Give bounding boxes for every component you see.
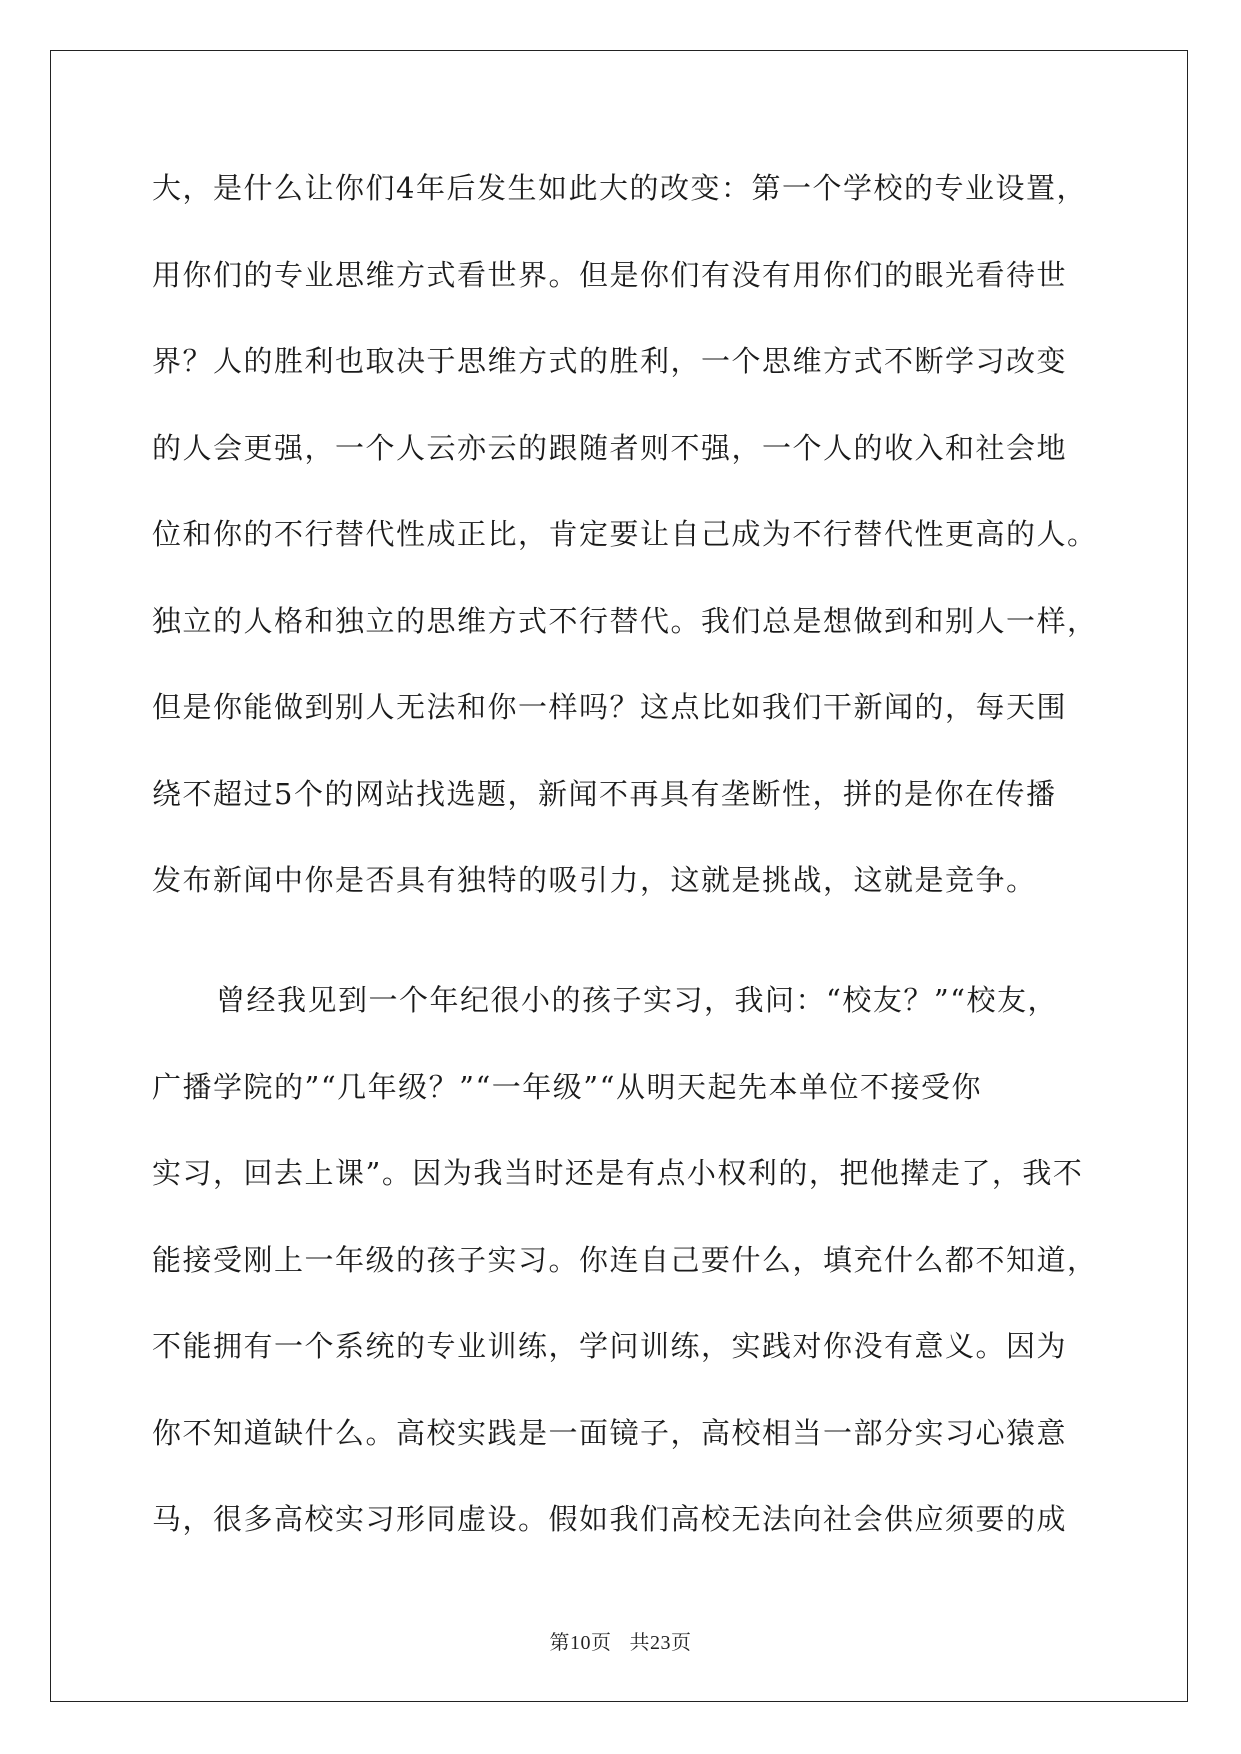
current-page-number: 10 (570, 1632, 591, 1654)
text-line: 能接受刚上一年级的孩子实习。你连自己要什么，填充什么都不知道， (152, 1242, 1098, 1277)
text-line: 绕不超过5个的网站找选题，新闻不再具有垄断性，拼的是你在传播 (152, 776, 1057, 811)
text-line: 大，是什么让你们4年后发生如此大的改变：第一个学校的专业设置， (152, 171, 1087, 205)
text-line: 但是你能做到别人无法和你一样吗？这点比如我们干新闻的，每天围 (152, 690, 1068, 724)
page-prefix: 第 (549, 1630, 570, 1654)
text-line: 曾经我见到一个年纪很小的孩子实习，我问：“校友？”“校友， (216, 983, 1058, 1017)
text-line: 实习，回去上课”。因为我当时还是有点小权利的，把他撵走了，我不 (152, 1156, 1084, 1190)
text-line: 位和你的不行替代性成正比，肯定要让自己成为不行替代性更高的人。 (152, 517, 1098, 551)
total-page-count: 23 (650, 1632, 671, 1654)
text-line: 发布新闻中你是否具有独特的吸引力，这就是挑战，这就是竞争。 (152, 863, 1037, 897)
page-suffix: 页 (591, 1630, 612, 1654)
text-line: 用你们的专业思维方式看世界。但是你们有没有用你们的眼光看待世 (152, 257, 1068, 292)
text-line: 你不知道缺什么。高校实践是一面镜子，高校相当一部分实习心猿意 (152, 1415, 1068, 1450)
text-line: 广播学院的”“几年级？”“一年级”“从明天起先本单位不接受你 (152, 1069, 982, 1104)
text-line: 的人会更强，一个人云亦云的跟随者则不强，一个人的收入和社会地 (152, 430, 1068, 465)
text-line: 界？人的胜利也取决于思维方式的胜利，一个思维方式不断学习改变 (152, 344, 1068, 378)
text-line: 不能拥有一个系统的专业训练，学问训练，实践对你没有意义。因为 (152, 1329, 1068, 1363)
total-prefix: 共 (629, 1630, 650, 1654)
text-line: 马，很多高校实习形同虚设。假如我们高校无法向社会供应须要的成 (152, 1502, 1068, 1536)
page-footer (0, 1626, 1241, 1655)
total-suffix: 页 (671, 1630, 692, 1654)
paragraph-2 (152, 957, 1098, 1563)
paragraph-1 (152, 145, 1098, 924)
text-line: 独立的人格和独立的思维方式不行替代。我们总是想做到和别人一样， (152, 603, 1098, 638)
